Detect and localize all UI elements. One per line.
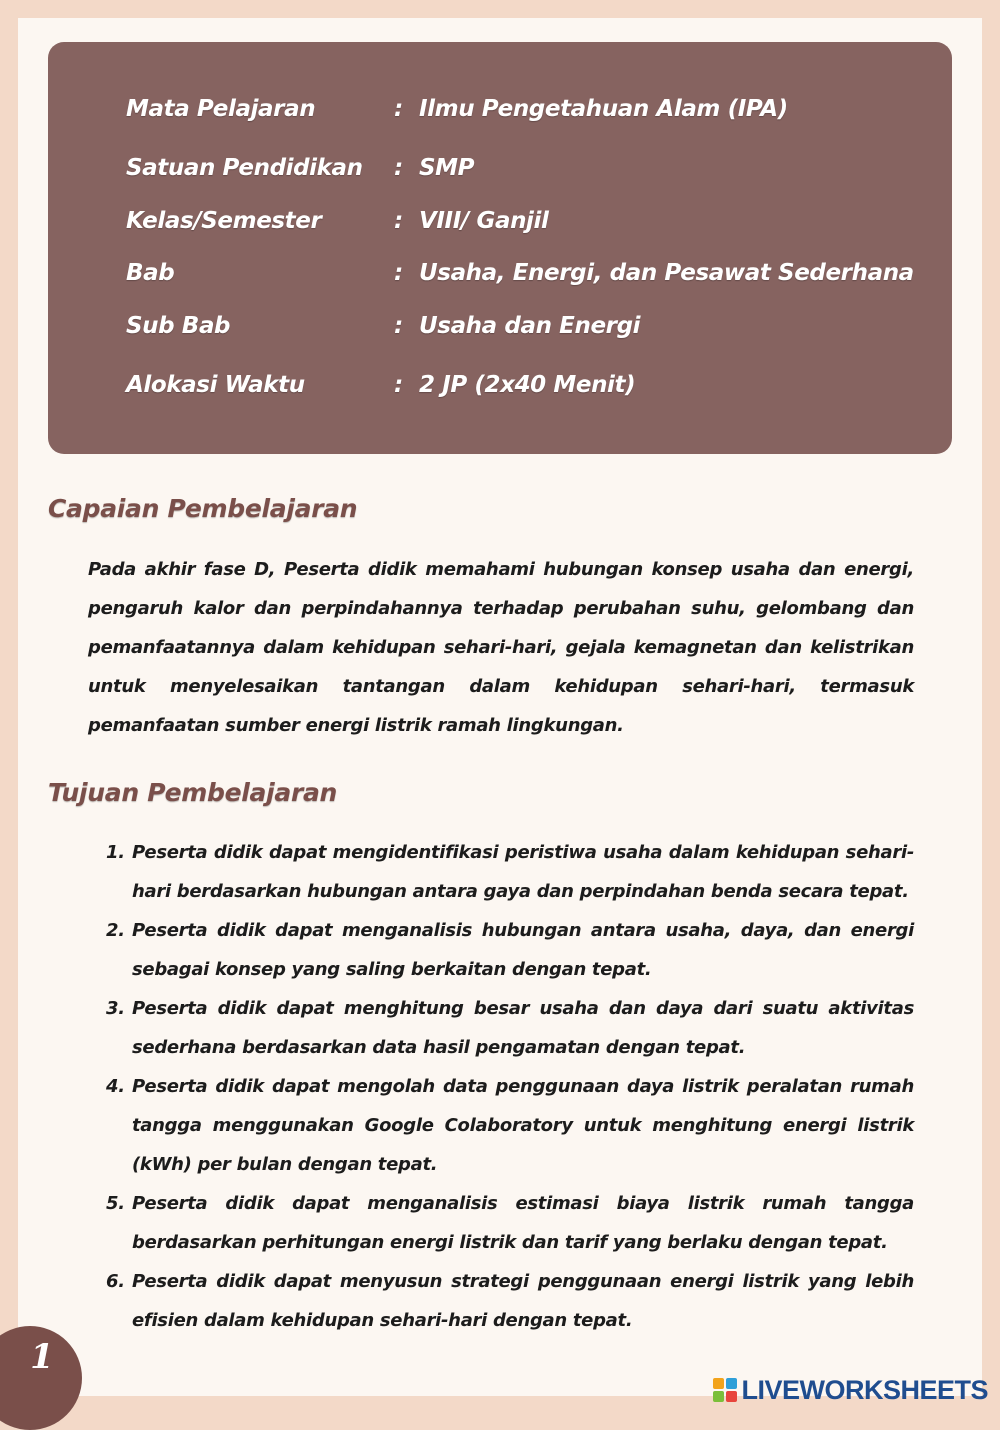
- capaian-title: Capaian Pembelajaran: [48, 494, 358, 523]
- list-text: Peserta didik dapat menghitung besar usaha dan daya dari suatu aktivitas sederhana berdasarkan data hasil pengamatan dengan tepat.: [132, 998, 914, 1058]
- list-text: Peserta didik dapat mengolah data penggunaan daya listrik peralatan rumah tangga menggunakan Google Colaboratory untuk menghitung energi listrik (kWh) per bulan dengan tepat.: [132, 1076, 914, 1175]
- info-colon: :: [394, 260, 403, 286]
- info-label: Satuan Pendidikan: [126, 155, 363, 181]
- info-label: Mata Pelajaran: [126, 96, 316, 122]
- list-item: [106, 989, 914, 1067]
- list-number: 6.: [106, 1271, 125, 1292]
- info-colon: :: [394, 372, 403, 398]
- list-text: Peserta didik dapat mengidentifikasi peristiwa usaha dalam kehidupan sehari-hari berdasarkan hubungan antara gaya dan perpindahan benda secara tepat.: [132, 842, 914, 902]
- info-value: Ilmu Pengetahuan Alam (IPA): [419, 96, 788, 122]
- info-value: Usaha dan Energi: [419, 313, 641, 339]
- info-colon: :: [394, 96, 403, 122]
- list-number: 1.: [106, 842, 125, 863]
- info-value: Usaha, Energi, dan Pesawat Sederhana: [419, 260, 914, 286]
- info-value: 2 JP (2x40 Menit): [419, 372, 636, 398]
- info-label: Sub Bab: [126, 313, 231, 339]
- tujuan-list: [106, 833, 914, 1340]
- list-number: 3.: [106, 998, 125, 1019]
- list-item: [106, 911, 914, 989]
- list-text: Peserta didik dapat menganalisis hubungan antara usaha, daya, dan energi sebagai konsep yang saling berkaitan dengan tepat.: [132, 920, 914, 980]
- info-colon: :: [394, 155, 403, 181]
- list-item: [106, 833, 914, 911]
- page-number: 1: [30, 1337, 54, 1377]
- list-text: Peserta didik dapat menganalisis estimasi biaya listrik rumah tangga berdasarkan perhitungan energi listrik dan tarif yang berlaku dengan tepat.: [132, 1193, 914, 1253]
- tujuan-title: Tujuan Pembelajaran: [48, 778, 338, 807]
- info-value: SMP: [419, 155, 475, 181]
- list-item: [106, 1262, 914, 1340]
- list-number: 2.: [106, 920, 125, 941]
- info-colon: :: [394, 313, 403, 339]
- list-number: 5.: [106, 1193, 125, 1214]
- list-number: 4.: [106, 1076, 125, 1097]
- worksheet-page: [18, 18, 982, 1396]
- liveworksheets-logo-icon: [713, 1378, 737, 1402]
- info-label: Bab: [126, 260, 175, 286]
- info-value: VIII/ Ganjil: [419, 208, 549, 234]
- info-label: Alokasi Waktu: [126, 372, 305, 398]
- info-colon: :: [394, 208, 403, 234]
- info-label: Kelas/Semester: [126, 208, 322, 234]
- brand-text: LIVEWORKSHEETS: [741, 1374, 988, 1405]
- list-item: [106, 1184, 914, 1262]
- liveworksheets-brand: [713, 1374, 988, 1406]
- list-text: Peserta didik dapat menyusun strategi penggunaan energi listrik yang lebih efisien dalam kehidupan sehari-hari dengan tepat.: [132, 1271, 914, 1331]
- list-item: [106, 1067, 914, 1184]
- lesson-info-box: [48, 42, 952, 454]
- capaian-paragraph: Pada akhir fase D, Peserta didik memahami hubungan konsep usaha dan energi, pengaruh kalor dan perpindahannya terhadap perubahan suhu, gelombang dan pemanfaatannya dalam kehidupan sehari-hari, gejala kemagnetan dan kelistrikan untuk menyelesaikan tantangan dalam kehidupan sehari-hari, termasuk pemanfaatan sumber energi listrik ramah lingkungan.: [88, 559, 914, 736]
